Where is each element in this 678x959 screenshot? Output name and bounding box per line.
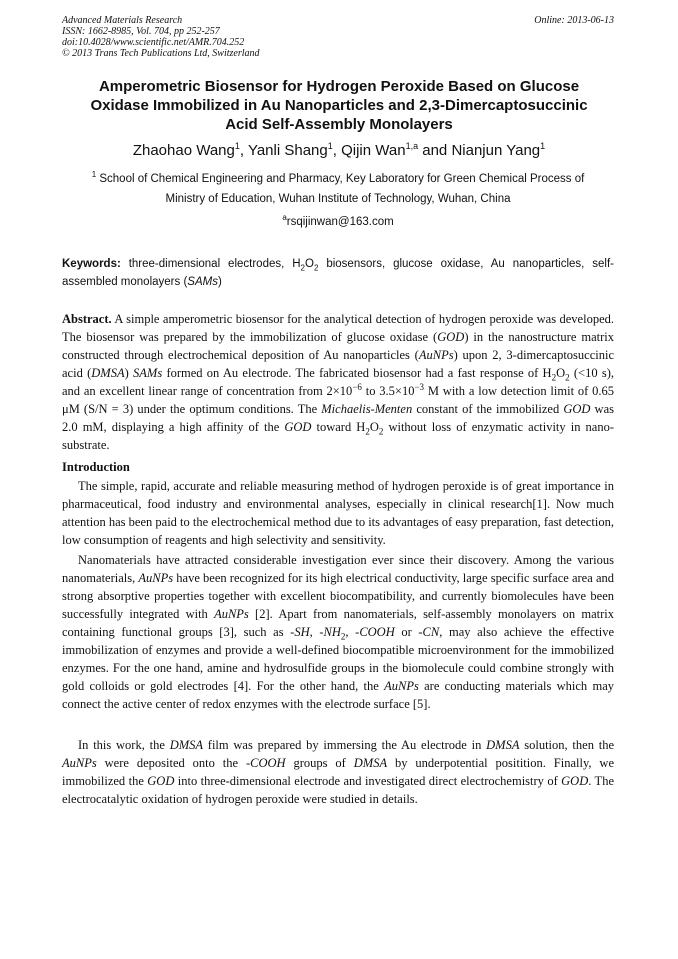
abstract-italic: Michaelis-Menten bbox=[321, 402, 413, 416]
abstract-label: Abstract. bbox=[62, 312, 112, 326]
paragraph-text: solution, then the bbox=[519, 738, 615, 752]
keywords-text: biosensors, glucose oxidase, Au nanoparticles, self-assembled monolayers ( bbox=[62, 258, 614, 288]
abstract-italic: GOD bbox=[284, 420, 312, 434]
paragraph-italic: -SH bbox=[290, 625, 310, 639]
paragraph-text: , bbox=[345, 625, 356, 639]
title-line: Acid Self-Assembly Monolayers bbox=[225, 116, 453, 133]
keywords bbox=[62, 255, 614, 291]
exponent: −6 bbox=[352, 381, 362, 392]
abstract-text: M with a low detection limit of 0.65 μM (S/N = 3) under the optimum conditions. The bbox=[62, 384, 614, 416]
title-line: Amperometric Biosensor for Hydrogen Peroxide Based on Glucose bbox=[98, 78, 580, 95]
paragraph-italic: DMSA bbox=[486, 738, 520, 752]
abstract bbox=[62, 310, 614, 454]
doi-line: doi:10.4028/www.scientific.net/AMR.704.252 bbox=[62, 37, 245, 48]
author-affil-mark: 1 bbox=[540, 141, 546, 151]
paragraph-italic: AuNPs bbox=[214, 607, 249, 621]
email-address: rsqijinwan@163.com bbox=[286, 216, 394, 228]
paragraph-italic: AuNPs bbox=[384, 679, 419, 693]
paragraph-text: Nanomaterials have attracted considerable investigation ever since their discovery. Among the various nanomaterials, bbox=[62, 553, 614, 585]
keywords-text: three-dimensional electrodes, H bbox=[120, 258, 301, 270]
paragraph-text: In this work, the bbox=[78, 738, 170, 752]
author-separator: , bbox=[332, 142, 342, 159]
subscript: 2 bbox=[365, 426, 370, 437]
subscript: 2 bbox=[313, 263, 319, 273]
abstract-text: constant of the immobilized bbox=[412, 402, 564, 416]
keywords-text: ) bbox=[217, 276, 222, 288]
author-affil-mark: 1,a bbox=[405, 141, 419, 151]
paragraph-text: , bbox=[309, 625, 320, 639]
corresponding-email bbox=[62, 214, 614, 230]
paragraph-italic: -COOH bbox=[355, 625, 395, 639]
author-separator: , bbox=[239, 142, 248, 159]
abstract-text: without loss of enzymatic activity in nano-substrate. bbox=[62, 420, 614, 452]
affiliation-mark: 1 bbox=[91, 170, 97, 180]
abstract-text: A simple amperometric biosensor for the analytical detection of hydrogen peroxide was developed. The biosensor was prepared by the immobilization of glucose oxidase ( bbox=[62, 312, 614, 344]
introduction-heading: Introduction bbox=[62, 460, 130, 474]
paragraph-italic: -CN bbox=[418, 625, 440, 639]
journal-header bbox=[62, 15, 614, 59]
subscript: 2 bbox=[565, 372, 570, 383]
paragraph-text: into three-dimensional electrode and investigated direct electrochemistry of bbox=[174, 774, 562, 788]
abstract-text: formed on Au electrode. The fabricated biosensor had a fast response of H bbox=[162, 366, 552, 380]
paragraph-text: , may also achieve the effective immobilization of enzymes and provide a well-defined biocompatible microenvironment for the immobilized enzymes. For the one hand, amine and hydrosulfide groups in the biomolecule could combine strongly with gold colloids or gold electrodes [4]. For the other hand, the bbox=[62, 625, 615, 693]
abstract-italic: GOD bbox=[563, 402, 591, 416]
paragraph-italic: DMSA bbox=[353, 756, 388, 770]
intro-paragraph-1: The simple, rapid, accurate and reliable measuring method of hydrogen peroxide is of great importance in pharmaceutical, food industry and environmental analyses, especially in clinical research[1]. Now much attention has been paid to the electrochemical method due to its advantages of easy preparation, fast detection, low consumption of reagents and high selectivity and sensitivity. bbox=[62, 479, 614, 547]
exponent: −3 bbox=[414, 381, 425, 392]
abstract-text: ) in the nanostructure matrix constructed through electrochemical deposition of Au nanoparticles ( bbox=[62, 330, 614, 362]
paragraph-text: have been recognized for its high electrical conductivity, large specific surface area and strong absorptive properties together with excellent biocompatibility, and currently biomolecules have been successfully integrated with bbox=[62, 571, 614, 621]
abstract-text: toward H bbox=[311, 420, 366, 434]
email-mark: a bbox=[282, 213, 287, 223]
paragraph-italic: GOD bbox=[147, 774, 175, 788]
affiliation-text: School of Chemical Engineering and Pharmacy, Key Laboratory for Green Chemical Process of bbox=[96, 173, 585, 185]
paragraph-text: [2]. Apart from nanomaterials, self-assembly monolayers on matrix containing functional groups [3], such as bbox=[62, 607, 615, 639]
abstract-text: O bbox=[556, 366, 566, 380]
abstract-text: ) upon 2, 3-dimercaptosuccinic acid ( bbox=[62, 348, 614, 380]
keywords-label: Keywords: bbox=[62, 258, 121, 270]
paragraph-text: groups of bbox=[285, 756, 354, 770]
author-name: Yanli Shang bbox=[247, 142, 328, 159]
abstract-text: ) bbox=[124, 366, 134, 380]
intro-paragraph-2 bbox=[62, 551, 614, 713]
abstract-text: (<10 s), and an excellent linear range of concentration from 2×10 bbox=[62, 366, 615, 398]
title-line: Oxidase Immobilized in Au Nanoparticles and 2,3-Dimercaptosuccinic bbox=[90, 97, 588, 114]
author-list bbox=[50, 141, 628, 161]
affiliation-line bbox=[62, 169, 614, 189]
abstract-italic: DMSA bbox=[91, 366, 125, 380]
abstract-italic: AuNPs bbox=[418, 348, 454, 362]
paragraph-text: or bbox=[394, 625, 419, 639]
abstract-italic: GOD bbox=[437, 330, 465, 344]
paragraph-italic: GOD bbox=[561, 774, 589, 788]
subscript: 2 bbox=[300, 263, 305, 273]
author-name: Qijin Wan bbox=[341, 142, 406, 159]
keywords-italic: SAMs bbox=[187, 276, 218, 288]
paper-title bbox=[50, 77, 628, 134]
copyright-line: © 2013 Trans Tech Publications Ltd, Switzerland bbox=[62, 48, 260, 59]
intro-paragraph-3 bbox=[62, 736, 614, 808]
subscript: 2 bbox=[378, 426, 384, 437]
affiliation-line: Ministry of Education, Wuhan Institute of Technology, Wuhan, China bbox=[165, 193, 511, 205]
issn-line: ISSN: 1662-8985, Vol. 704, pp 252-257 bbox=[62, 26, 220, 37]
keywords-text: O bbox=[305, 258, 314, 270]
author-name: Nianjun Yang bbox=[451, 142, 541, 159]
paragraph-italic: -NH bbox=[319, 625, 341, 639]
author-name: Zhaohao Wang bbox=[132, 142, 235, 159]
paragraph-text: film was prepared by immersing the Au electrode in bbox=[203, 738, 487, 752]
journal-name: Advanced Materials Research bbox=[62, 15, 183, 26]
paragraph-text: by underpotential positition. Finally, we immobilized the bbox=[62, 756, 614, 788]
subscript: 2 bbox=[551, 372, 557, 383]
paragraph-italic: AuNPs bbox=[138, 571, 174, 585]
author-affil-mark: 1 bbox=[234, 141, 240, 151]
author-separator: and bbox=[418, 142, 452, 159]
subscript: 2 bbox=[340, 631, 346, 642]
author-affil-mark: 1 bbox=[327, 141, 333, 151]
paragraph-italic: AuNPs bbox=[62, 756, 97, 770]
abstract-text: was 2.0 mM, displaying a high affinity of the bbox=[62, 402, 614, 434]
paragraph-text: . The electrocatalytic oxidation of hydrogen peroxide were studied in details. bbox=[62, 774, 614, 806]
abstract-text: to 3.5×10 bbox=[361, 384, 415, 398]
paragraph-text: were deposited onto the bbox=[96, 756, 246, 770]
affiliation bbox=[62, 169, 614, 209]
abstract-italic: SAMs bbox=[133, 366, 163, 380]
paragraph-italic: -COOH bbox=[245, 756, 286, 770]
abstract-text: O bbox=[369, 420, 379, 434]
paragraph-text: are conducting materials which may connect the active center of redox enzymes with the electrode surface [5]. bbox=[62, 679, 614, 711]
paragraph-italic: DMSA bbox=[169, 738, 204, 752]
online-date: Online: 2013-06-13 bbox=[534, 15, 614, 26]
